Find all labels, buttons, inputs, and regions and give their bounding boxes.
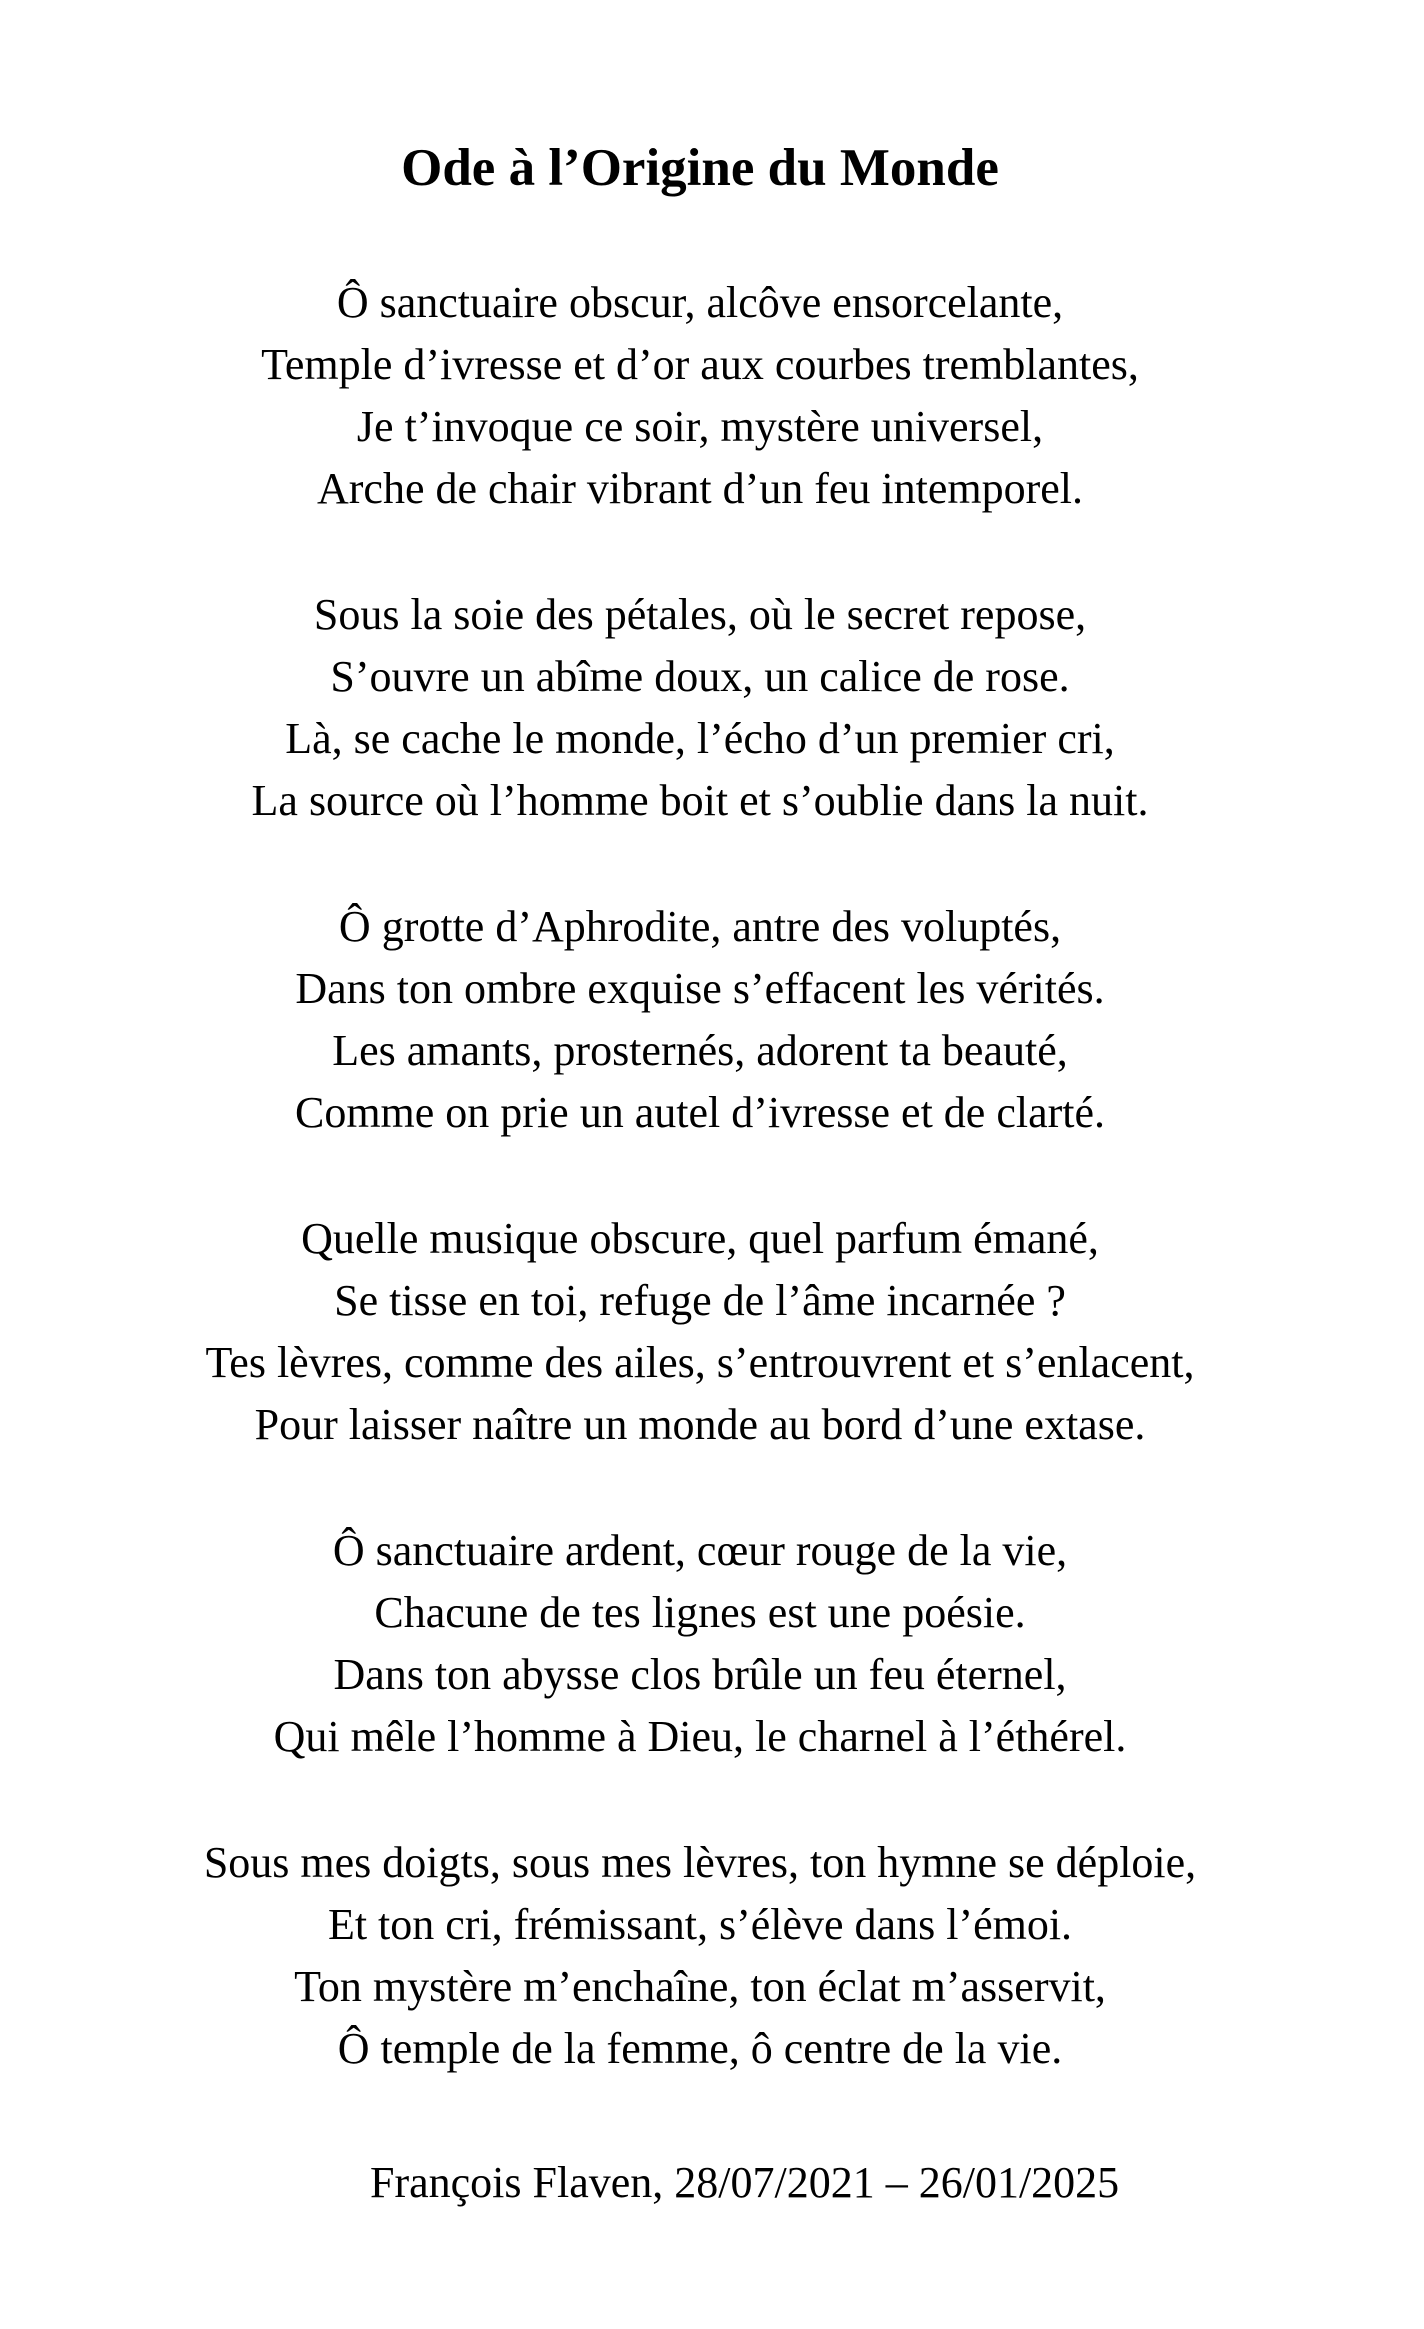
verse-line: Dans ton abysse clos brûle un feu éternel,: [333, 1650, 1067, 1699]
verse-line: Quelle musique obscure, quel parfum émané,: [301, 1214, 1099, 1263]
verse-line: Arche de chair vibrant d’un feu intemporel.: [316, 464, 1084, 513]
stanza-3: [0, 896, 1400, 1144]
stanza-2: [0, 584, 1400, 832]
verse-line: Sous mes doigts, sous mes lèvres, ton hymne se déploie,: [203, 1838, 1197, 1887]
verse-line: Qui mêle l’homme à Dieu, le charnel à l’éthérel.: [273, 1712, 1127, 1761]
verse-line: Ô sanctuaire ardent, cœur rouge de la vie,: [332, 1526, 1068, 1575]
verse-line: Pour laisser naître un monde au bord d’une extase.: [254, 1400, 1146, 1449]
verse-line: Je t’invoque ce soir, mystère universel,: [356, 402, 1044, 451]
verse-line: Sous la soie des pétales, où le secret repose,: [313, 590, 1087, 639]
stanza-6: [0, 1832, 1400, 2080]
verse-line: Ô temple de la femme, ô centre de la vie.: [337, 2024, 1063, 2073]
stanza-1: [0, 272, 1400, 520]
verse-line: Temple d’ivresse et d’or aux courbes tremblantes,: [261, 340, 1139, 389]
verse-line: Se tisse en toi, refuge de l’âme incarnée ?: [334, 1276, 1066, 1325]
verse-line: Comme on prie un autel d’ivresse et de clarté.: [294, 1088, 1106, 1137]
stanza-4: [0, 1208, 1400, 1456]
verse-line: Chacune de tes lignes est une poésie.: [374, 1588, 1026, 1637]
verse-line: Et ton cri, frémissant, s’élève dans l’émoi.: [327, 1900, 1073, 1949]
verse-line: Les amants, prosternés, adorent ta beauté,: [332, 1026, 1068, 1075]
poem-title: Ode à l’Origine du Monde: [401, 139, 999, 197]
verse-line: La source où l’homme boit et s’oublie dans la nuit.: [251, 776, 1149, 825]
verse-line: Tes lèvres, comme des ailes, s’entrouvrent et s’enlacent,: [205, 1338, 1195, 1387]
verse-line: Dans ton ombre exquise s’effacent les vérités.: [295, 964, 1105, 1013]
stanza-5: [0, 1520, 1400, 1768]
verse-line: S’ouvre un abîme doux, un calice de rose.: [330, 652, 1070, 701]
verse-line: Ô grotte d’Aphrodite, antre des voluptés,: [338, 902, 1062, 951]
author-signature: François Flaven, 28/07/2021 – 26/01/2025: [370, 2158, 1120, 2207]
verse-line: Ô sanctuaire obscur, alcôve ensorcelante,: [336, 278, 1064, 327]
verse-line: Là, se cache le monde, l’écho d’un premier cri,: [285, 714, 1115, 763]
verse-line: Ton mystère m’enchaîne, ton éclat m’asservit,: [294, 1962, 1106, 2011]
